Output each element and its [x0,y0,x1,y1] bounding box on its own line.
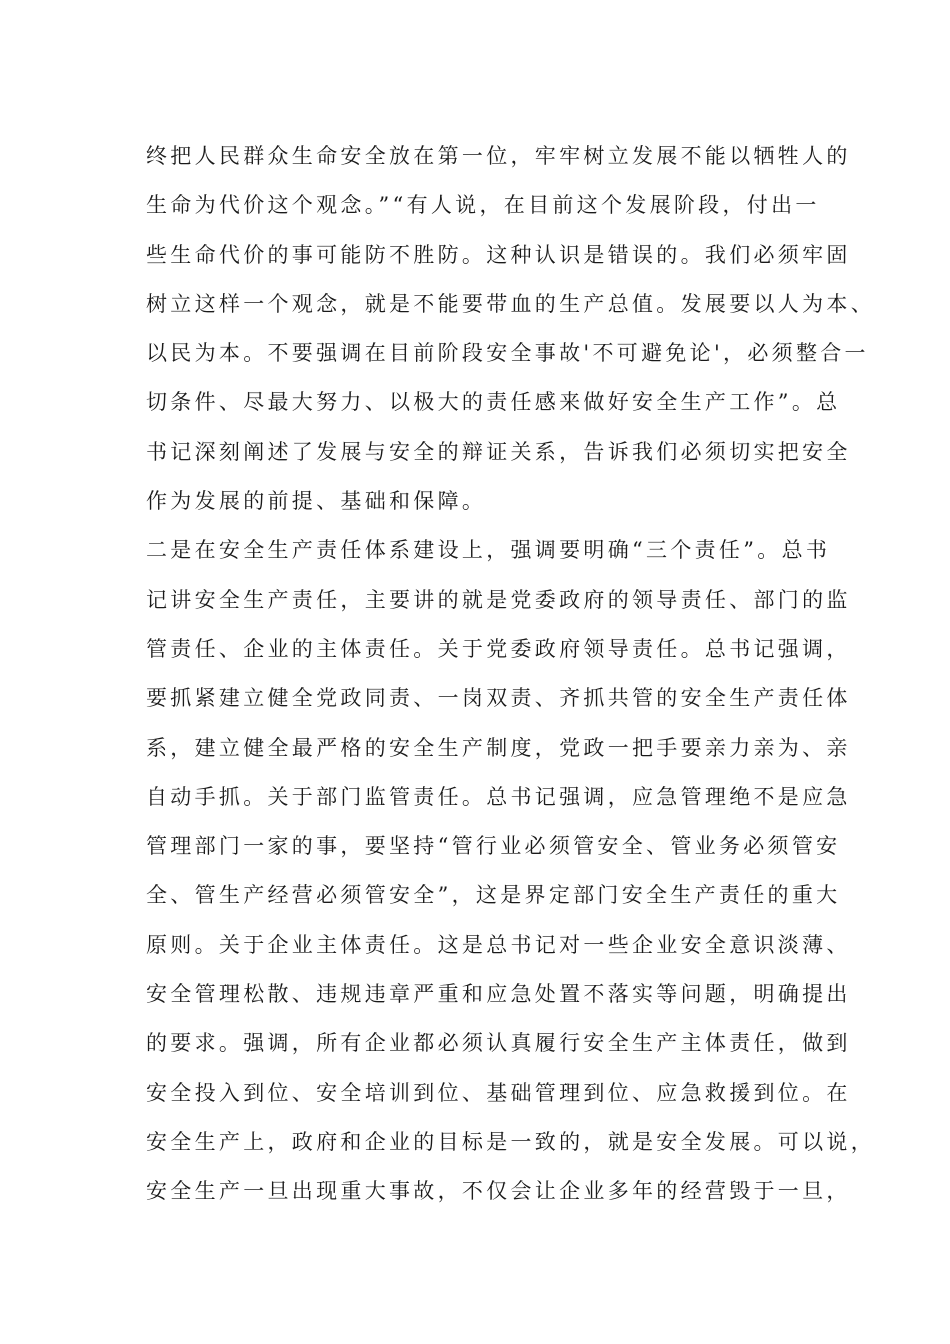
text-line: 书记深刻阐述了发展与安全的辩证关系，告诉我们必须切实把安全 [146,439,851,464]
text-line: 管责任、企业的主体责任。关于党委政府领导责任。总书记强调， [146,636,851,661]
text-line: 以民为本。不要强调在目前阶段安全事故'不可避免论'，必须整合一 [146,341,869,366]
text-line: 系，建立健全最严格的安全生产制度，党政一把手要亲力亲为、亲 [146,735,851,760]
text-line: 安全生产一旦出现重大事故，不仅会让企业多年的经营毁于一旦， [146,1179,851,1204]
text-line: 些生命代价的事可能防不胜防。这种认识是错误的。我们必须牢固 [146,242,851,267]
text-line: 安全投入到位、安全培训到位、基础管理到位、应急救援到位。在 [146,1080,851,1105]
text-line: 二是在安全生产责任体系建设上，强调要明确“三个责任”。总书 [146,538,831,563]
text-line: 作为发展的前提、基础和保障。 [146,489,487,514]
text-line: 安全生产上，政府和企业的目标是一致的，就是安全发展。可以说， [146,1129,875,1154]
text-line: 全、管生产经营必须管安全”，这是界定部门安全生产责任的重大 [146,883,841,908]
text-line: 切条件、尽最大努力、以极大的责任感来做好安全生产工作”。总 [146,390,841,415]
text-line: 记讲安全生产责任，主要讲的就是党委政府的领导责任、部门的监 [146,587,851,612]
text-line: 的要求。强调，所有企业都必须认真履行安全生产主体责任，做到 [146,1031,851,1056]
text-line: 自动手抓。关于部门监管责任。总书记强调，应急管理绝不是应急 [146,784,851,809]
text-line: 管理部门一家的事，要坚持“管行业必须管安全、管业务必须管安 [146,834,841,859]
body-text [146,132,875,1217]
text-line: 生命为代价这个观念。”“有人说，在目前这个发展阶段，付出一 [146,193,820,218]
text-line: 安全管理松散、违规违章严重和应急处置不落实等问题，明确提出 [146,982,851,1007]
text-line: 要抓紧建立健全党政同责、一岗双责、齐抓共管的安全生产责任体 [146,686,851,711]
text-line: 终把人民群众生命安全放在第一位，牢牢树立发展不能以牺牲人的 [146,144,851,168]
text-line: 原则。关于企业主体责任。这是总书记对一些企业安全意识淡薄、 [146,932,851,957]
text-line: 树立这样一个观念，就是不能要带血的生产总值。发展要以人为本、 [146,291,875,316]
